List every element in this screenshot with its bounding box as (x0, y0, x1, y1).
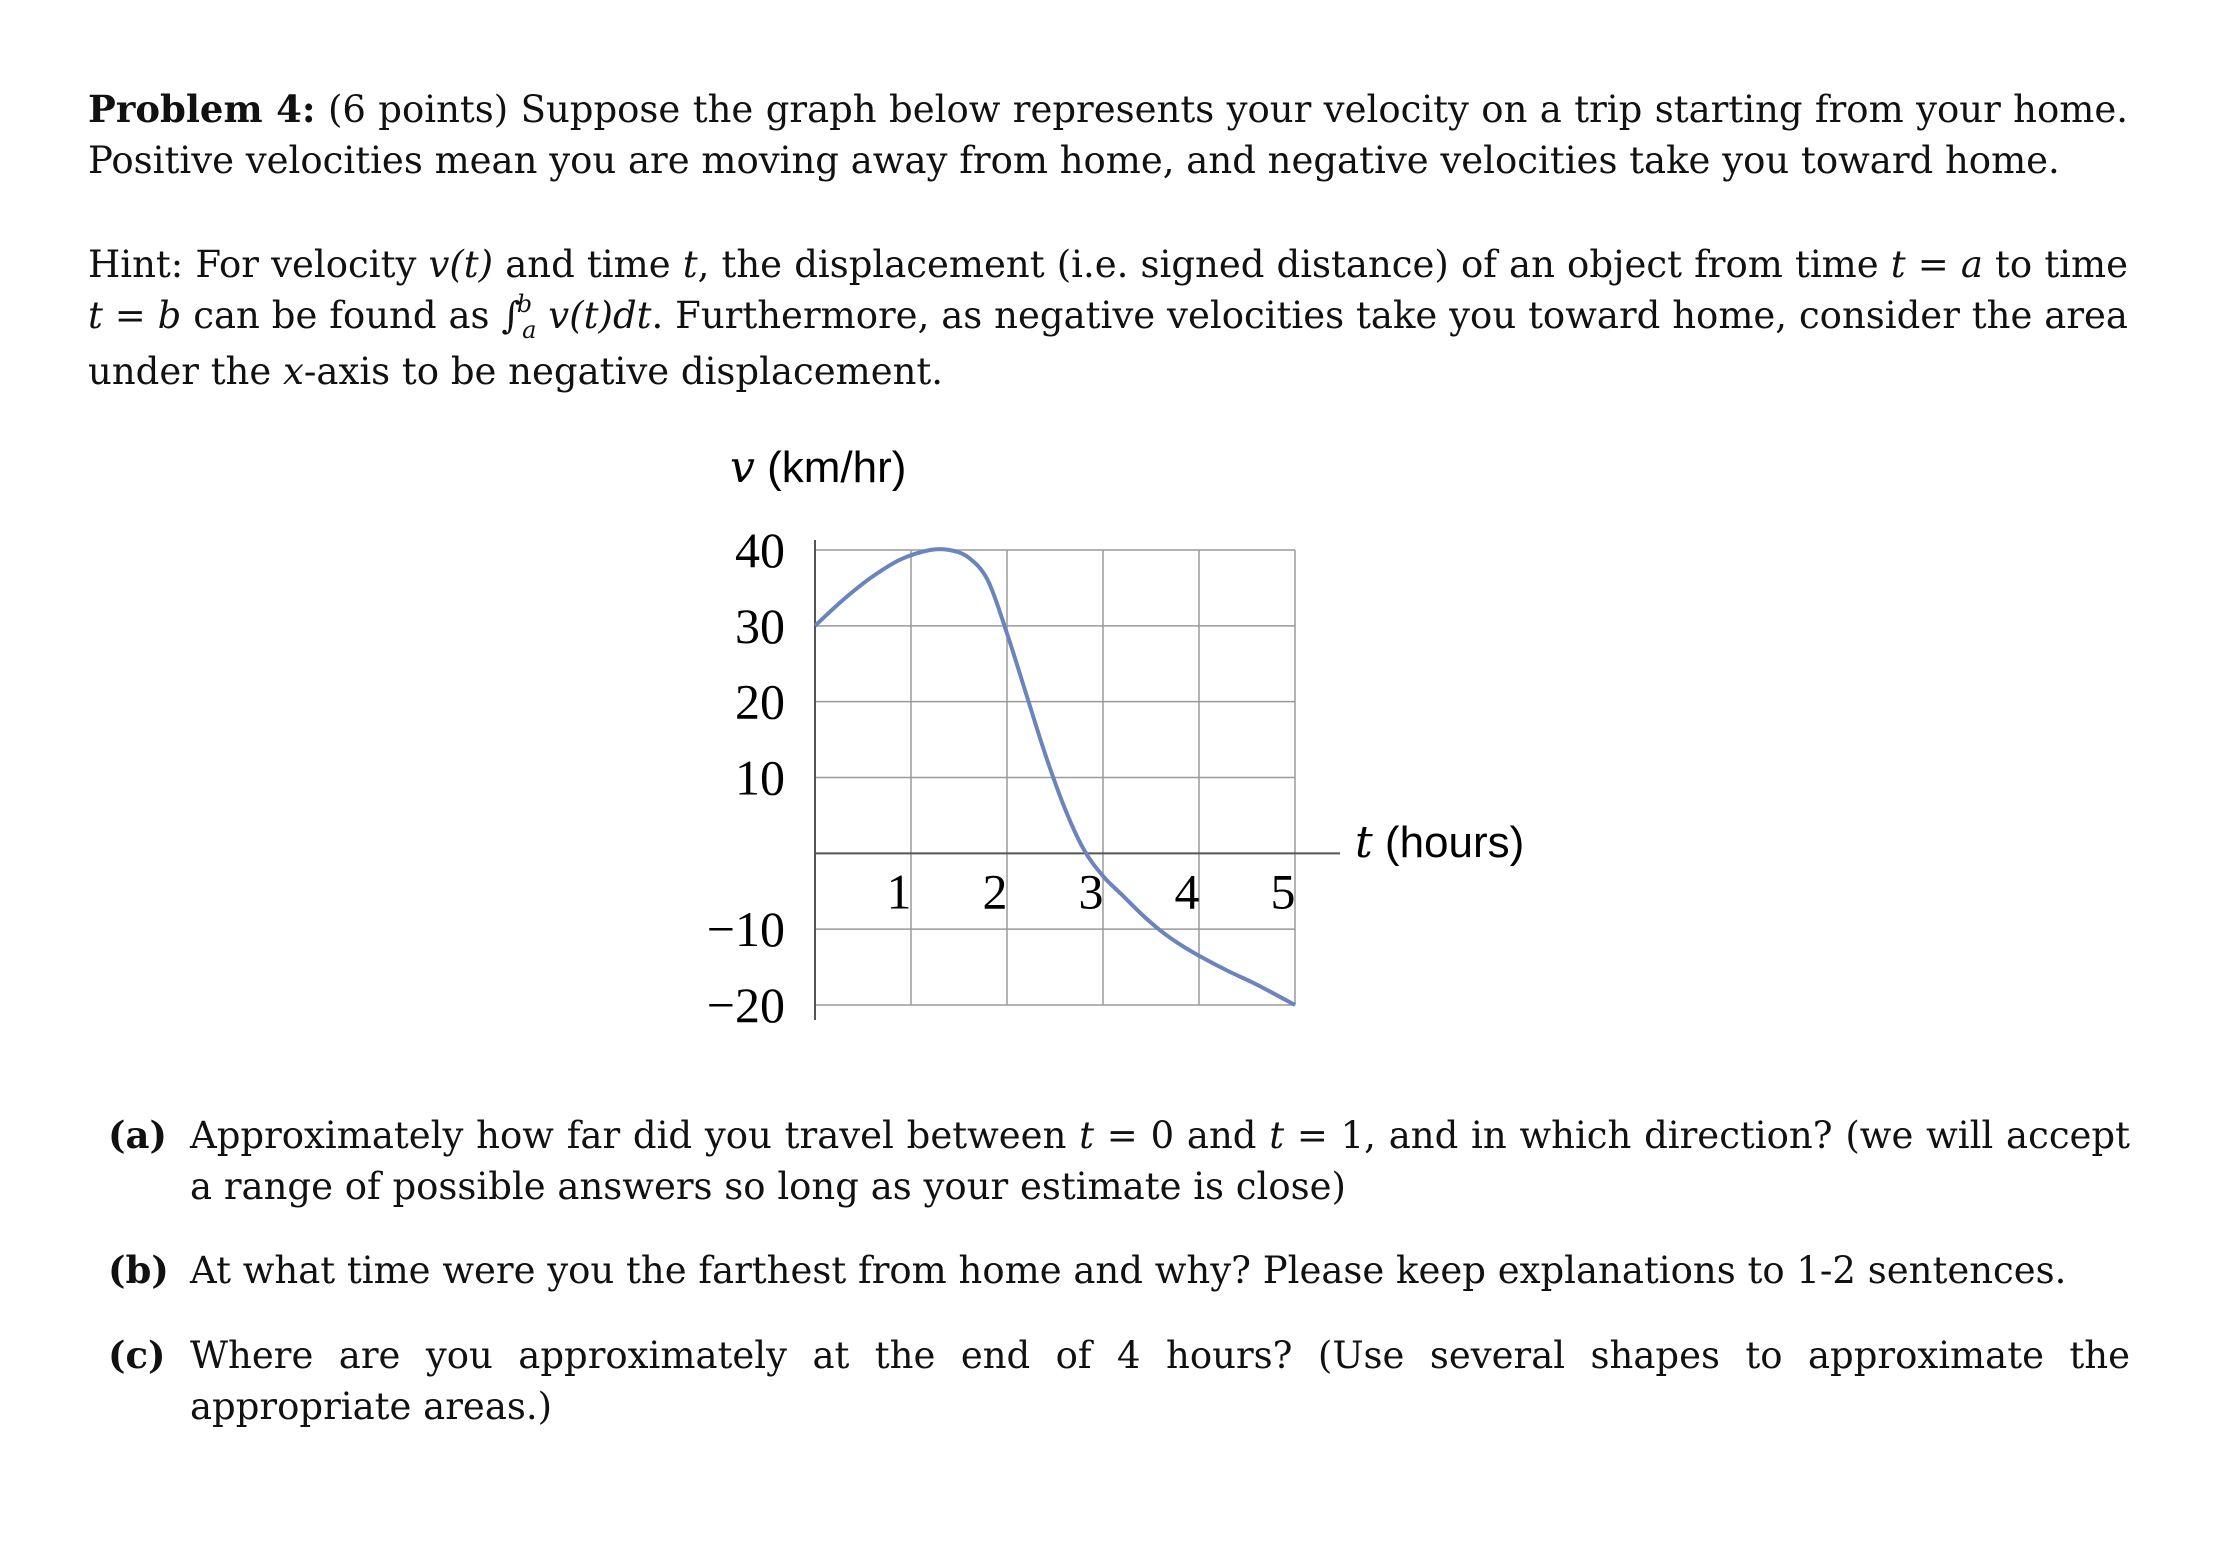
hint-text-3: , the displacement (i.e. signed distance) of an object from time (697, 243, 1891, 286)
y-tick-label: −10 (706, 901, 785, 958)
question-a-part-3: = 1, and in which direction? (we will accept a range of possible answers so long as your estimate is close) (190, 1114, 2130, 1208)
hint-paragraph (88, 239, 2128, 397)
question-a-part-1: Approximately how far did you travel between (190, 1114, 1080, 1157)
velocity-chart-svg (660, 430, 1560, 1050)
x-axis-unit: (hours) (1372, 818, 1525, 867)
hint-math-v-of-t: v(t) (428, 243, 494, 286)
integrand: v(t)dt (548, 294, 652, 337)
y-tick-label: 40 (735, 522, 785, 578)
x-tick-label: 4 (1174, 863, 1200, 920)
question-a-part-2: = 0 and (1094, 1114, 1270, 1157)
y-tick-label: −20 (706, 977, 785, 1033)
x-tick-label: 1 (886, 863, 912, 920)
problem-label: Problem 4: (88, 87, 316, 131)
hint-text-1: Hint: For velocity (88, 243, 429, 286)
integral-lower-limit: a (522, 316, 537, 344)
question-b (108, 1245, 2130, 1296)
problem-statement (88, 84, 2128, 186)
y-axis-unit: (km/hr) (754, 443, 907, 492)
question-c-text: Where are you approximately at the end of 4 hours? (Use several shapes to approximate the appropriate areas.) (190, 1334, 2130, 1428)
question-a (108, 1110, 2130, 1212)
integral-upper-limit: b (516, 290, 533, 318)
x-axis-var: t (1355, 817, 1373, 868)
hint-math-t-eq-a: t = a (1890, 243, 1983, 286)
hint-text-7: -axis to be negative displacement. (303, 350, 944, 393)
x-tick-label: 2 (982, 863, 1008, 920)
question-b-text: At what time were you the farthest from home and why? Please keep explanations to 1-2 sentences. (190, 1249, 2067, 1292)
question-c-label: (c) (108, 1333, 166, 1377)
question-a-math-t2: t (1269, 1114, 1285, 1157)
hint-text-4: to time (1982, 243, 2128, 286)
question-a-math-t1: t (1079, 1114, 1095, 1157)
hint-math-t: t (682, 243, 698, 286)
question-c (108, 1330, 2130, 1432)
x-axis-label (1355, 817, 1524, 868)
y-tick-label: 30 (735, 597, 785, 654)
question-a-label: (a) (108, 1113, 167, 1157)
integral-sign: ∫ (501, 294, 521, 337)
hint-text-2: and time (493, 243, 683, 286)
hint-math-x: x (283, 350, 304, 393)
y-tick-labels (707, 522, 785, 1033)
hint-text-5: can be found as (181, 294, 502, 337)
x-tick-labels (887, 863, 1296, 919)
question-a-text (190, 1110, 2130, 1212)
x-tick-label: 3 (1078, 863, 1104, 920)
question-b-label: (b) (108, 1248, 169, 1292)
velocity-chart (660, 430, 1560, 1050)
y-tick-label: 20 (735, 673, 785, 730)
y-axis-var: v (730, 442, 755, 493)
hint-math-t-eq-b: t = b (88, 294, 182, 337)
y-tick-label: 10 (735, 749, 785, 806)
x-tick-label: 5 (1270, 863, 1296, 920)
y-axis-label (730, 442, 906, 493)
hint-text-6: . Furthermore, as negative velocities take you toward home, consider the area under the (88, 294, 2128, 393)
problem-text: (6 points) Suppose the graph below represents your velocity on a trip starting from your home. Positive velocities mean you are moving away from home, and negative velocities take you toward home. (88, 88, 2128, 182)
chart-axes (815, 540, 1340, 1020)
